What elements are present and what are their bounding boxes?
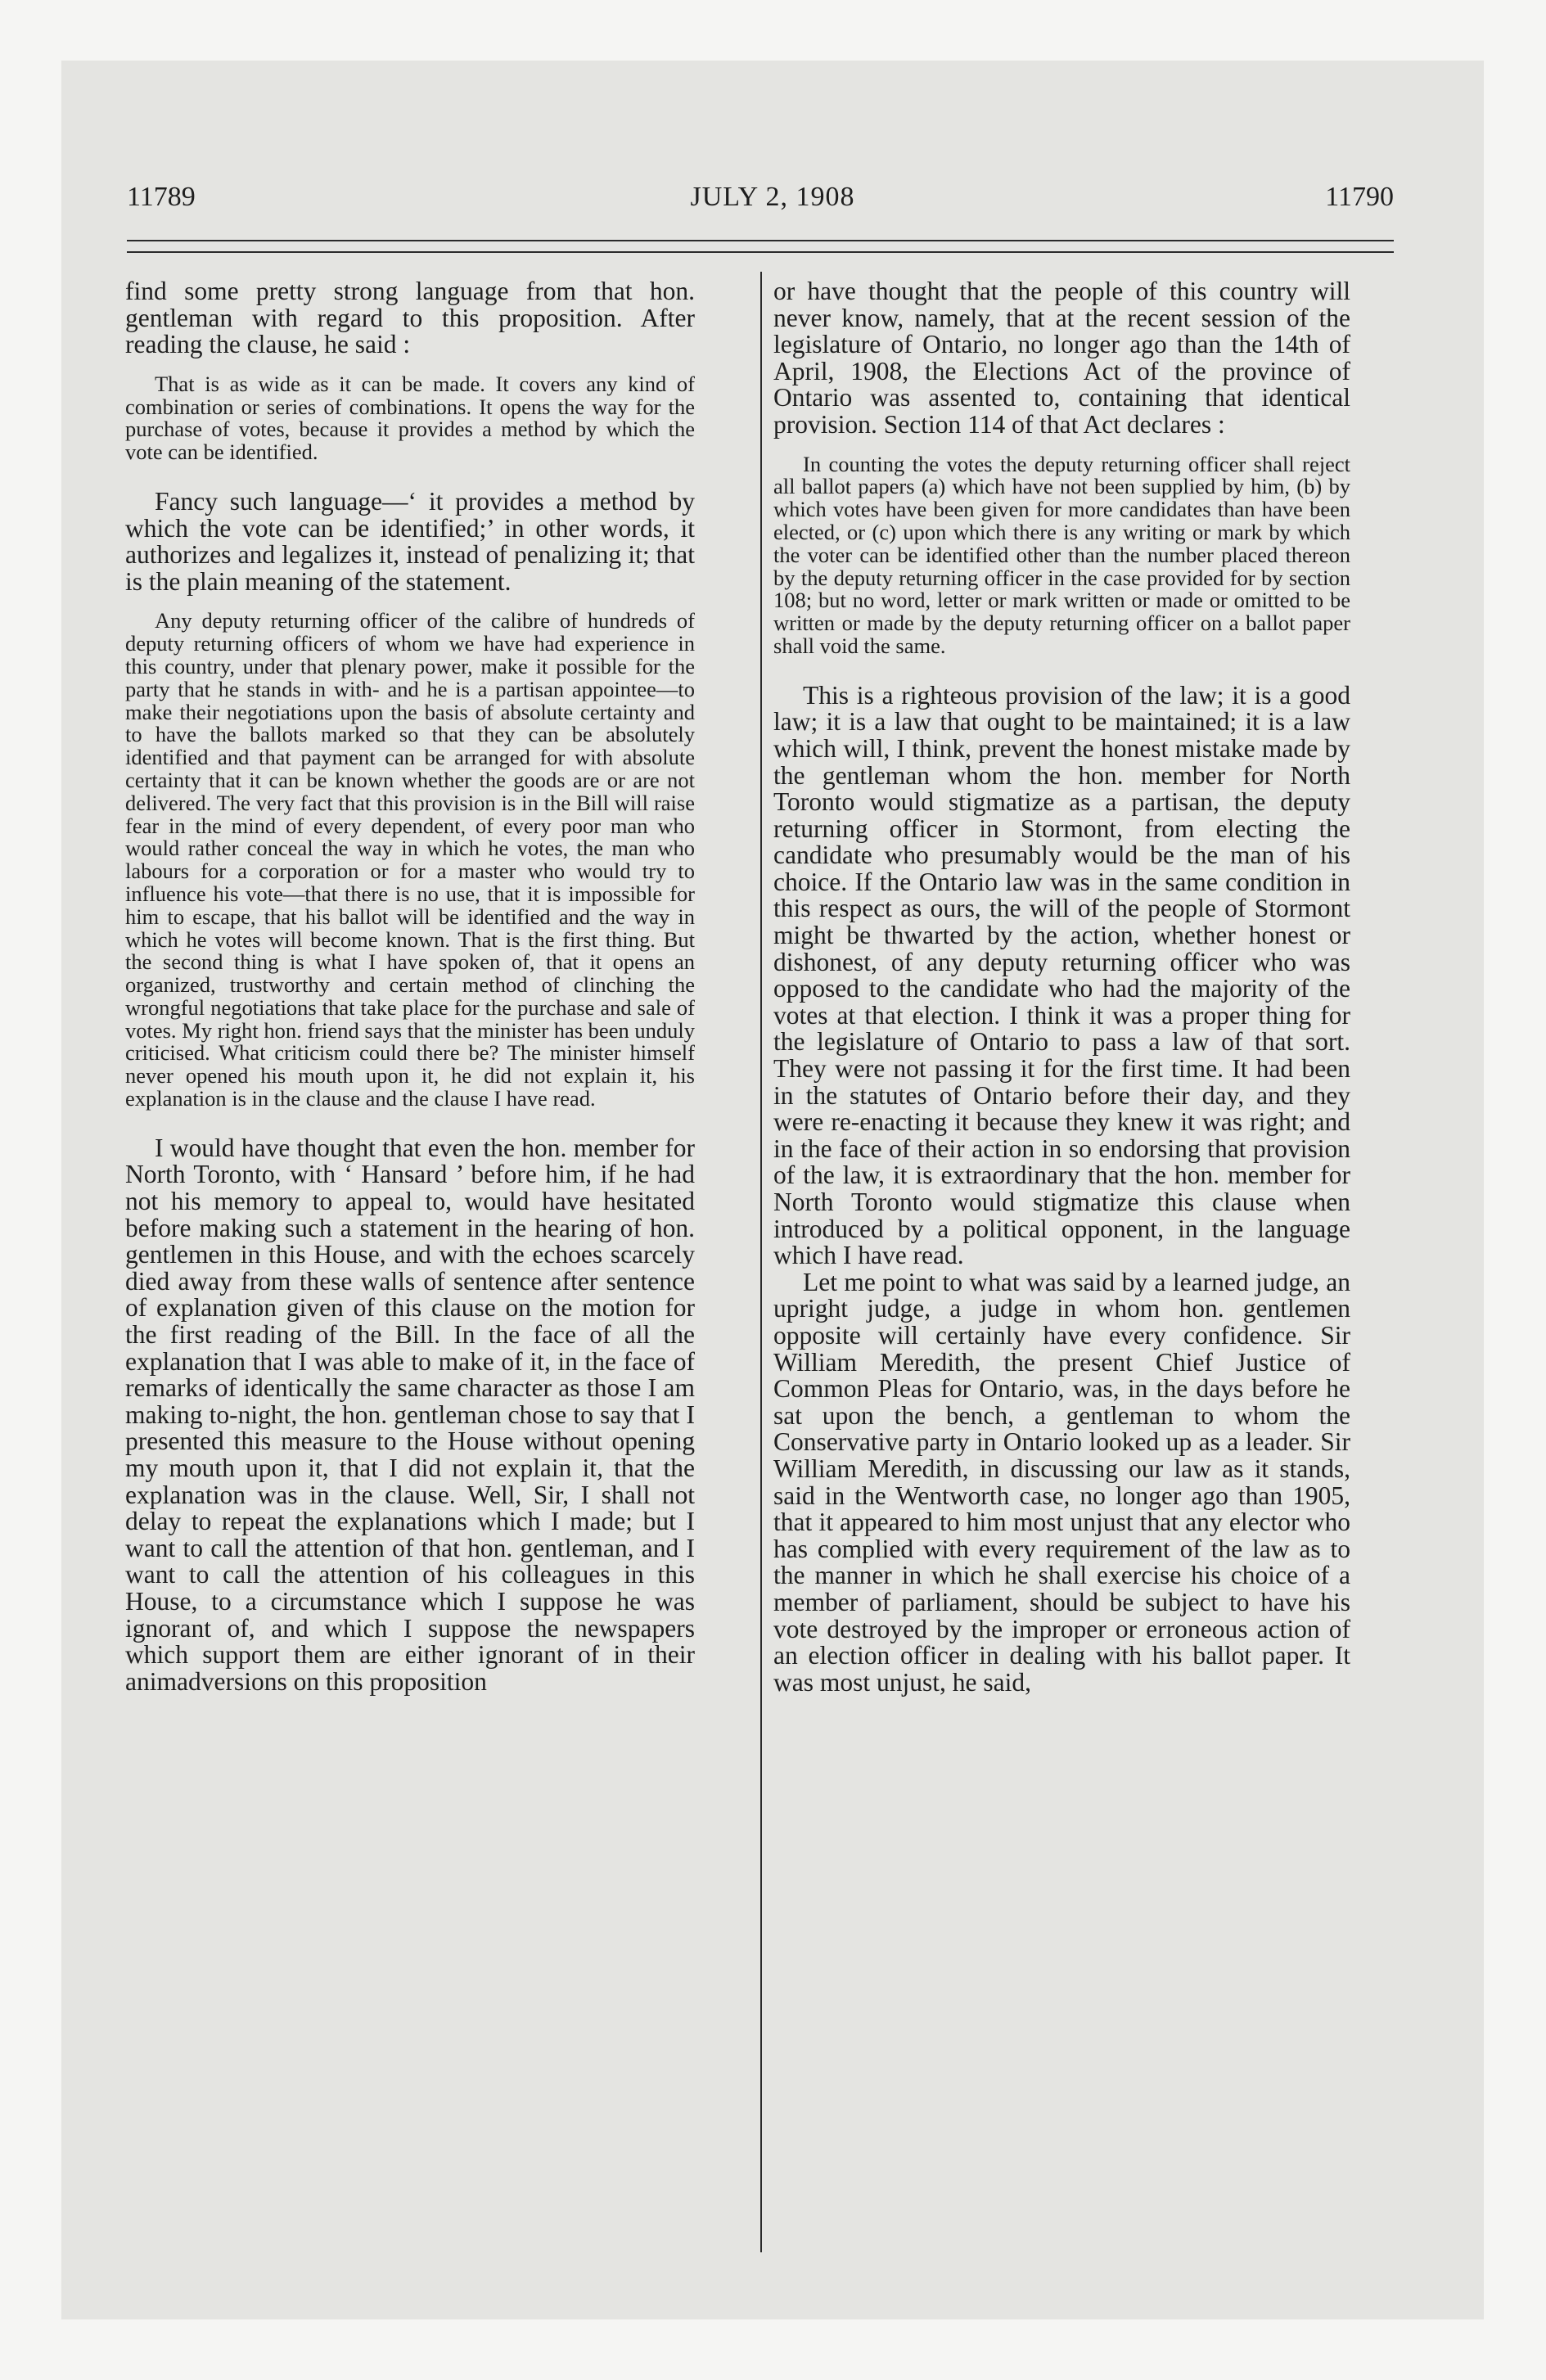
paragraph: find some pretty strong language from that hon. gentleman with regard to this proposition. After reading the clause, he said : <box>125 277 695 359</box>
paragraph: I would have thought that even the hon. member for North Toronto, with ‘ Hansard ’ before him, if he had not his memory to appeal to, would have hesitated before making such a statement in the hearing of hon. gentlemen in this House, and with the echoes scarcely died away from these walls of sentence after sentence of explanation given of this clause on the motion for the first reading of the Bill. In the face of all the explanation that I was able to make of it, in the face of remarks of identically the same character as those I am making to-night, the hon. gentleman chose to say that I presented this measure to the House without opening my mouth upon it, that I did not explain it, that the explanation was in the clause. Well, Sir, I shall not delay to repeat the explanations which I made; but I want to call the attention of that hon. gentleman, and I want to call the attention of his colleagues in this House, to a circumstance which I suppose he was ignorant of, and which I suppose the newspapers which support them are either ignorant of in their animadversions on this proposition <box>125 1133 695 1696</box>
block-quote: In counting the votes the deputy returning officer shall reject all ballot papers (a) which have not been supplied by him, (b) by which votes have been given for more candidates than have been elected, or (c) upon which there is any writing or mark by which the voter can be identified other than the number placed thereon by the deputy returning officer in the case provided for by section 108; but no word, letter or mark written or made or omitted to be written or made by the deputy returning officer on a ballot paper shall void the same. <box>773 451 1350 658</box>
page-number-right: 11790 <box>1325 182 1394 212</box>
header-rule-top <box>127 240 1394 241</box>
left-column <box>125 278 695 1695</box>
paragraph: Fancy such language—‘ it provides a method by which the vote can be identified;’ in other words, it authorizes and legalizes it, instead of penalizing it; that is the plain meaning of the statement. <box>125 486 695 596</box>
block-quote: Any deputy returning officer of the calibre of hundreds of deputy returning officers of whom we have had experience in this country, under that plenary power, make it possible for the party that he stands in with- and he is a partisan appointee—to make their negotiations upon the basis of absolute certainty and to have the ballots marked so that they can be absolutely identified and that payment can be arranged for with absolute certainty that it can be known whether the goods are or are not delivered. The very fact that this provision is in the Bill will raise fear in the mind of every dependent, of every poor man who would rather conceal the way in which he votes, the man who labours for a corporation or for a master who would try to influence his vote—that there is no use, that it is impossible for him to escape, that his ballot will be identified and the way in which he votes will become known. That is the first thing. But the second thing is what I have spoken of, that it opens an organized, trustworthy and certain method of clinching the wrongful negotiations that take place for the purchase and sale of votes. My right hon. friend says that the minister has been unduly criticised. What criticism could there be? The minister himself never opened his mouth upon it, he did not explain it, his explanation is in the clause and the clause I have read. <box>125 608 695 1111</box>
paragraph: This is a righteous provision of the law; it is a good law; it is a law that ought to be maintained; it is a law which will, I think, prevent the honest mistake made by the gentleman whom the hon. member for North Toronto would stigmatize as a partisan, the deputy returning officer in Stormont, from electing the candidate who presumably would be the man of his choice. If the Ontario law was in the same condition in this respect as ours, the will of the people of Stormont might be thwarted by the action, whether honest or dishonest, of any deputy returning officer who was opposed to the candidate who had the majority of the votes at that election. I think it was a proper thing for the legislature of Ontario to pass a law of that sort. They were not passing it for the first time. It had been in the statutes of Ontario before their day, and they were re-enacting it because they knew it was right; and in the face of their action in so endorsing that provision of the law, it is extraordinary that the hon. member for North Toronto would stigmatize this clause when introduced by a political opponent, in the language which I have read. <box>773 680 1350 1270</box>
page-number-left: 11789 <box>127 182 196 212</box>
page-header <box>61 182 1484 223</box>
document-page <box>61 61 1484 2319</box>
block-quote: That is as wide as it can be made. It covers any kind of combination or series of combinations. It opens the way for the purchase of votes, because it provides a method by which the vote can be identified. <box>125 371 695 465</box>
column-divider <box>760 272 762 2252</box>
paragraph: Let me point to what was said by a learned judge, an upright judge, a judge in whom hon. gentlemen opposite will certainly have every confidence. Sir William Meredith, the present Chief Justice of Common Pleas for Ontario, was, in the days before he sat upon the bench, a gentleman to whom the Conservative party in Ontario looked up as a leader. Sir William Meredith, in discussing our law as it stands, said in the Wentworth case, no longer ago than 1905, that it appeared to him most unjust that any elector who has complied with every requirement of the law as to the manner in which he shall exercise his choice of a member of parliament, should be subject to have his vote destroyed by the improper or erroneous action of an election officer in dealing with his ballot paper. It was most unjust, he said, <box>773 1267 1350 1697</box>
right-column <box>773 278 1350 1696</box>
header-date: JULY 2, 1908 <box>690 182 855 212</box>
paragraph: or have thought that the people of this country will never know, namely, that at the recent session of the legislature of Ontario, no longer ago than the 14th of April, 1908, the Elections Act of the province of Ontario was assented to, containing that identical provision. Section 114 of that Act declares : <box>773 277 1350 439</box>
header-rule-bottom <box>127 251 1394 253</box>
